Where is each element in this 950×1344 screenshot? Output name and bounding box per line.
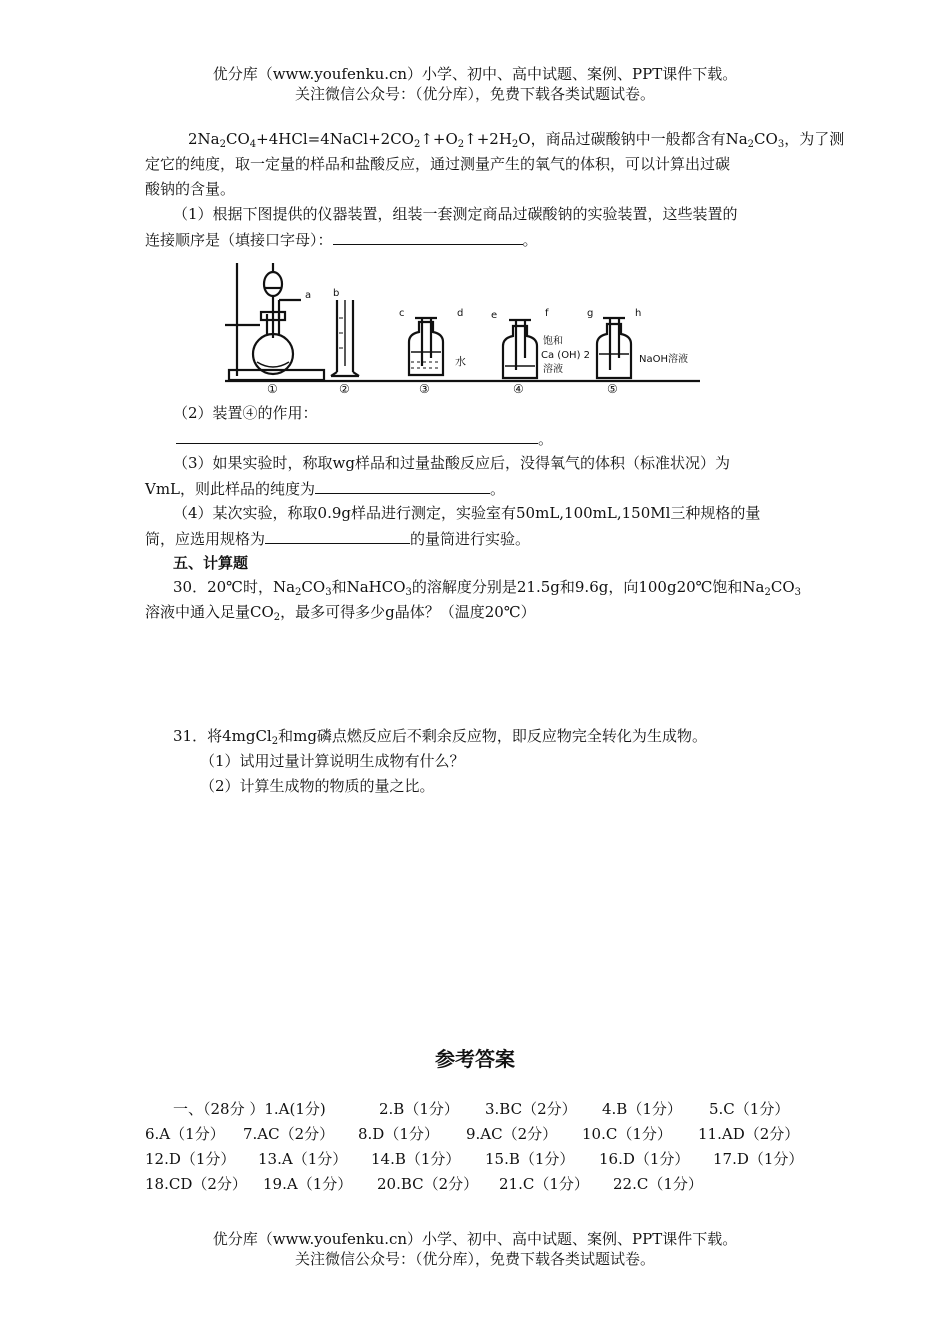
- q29-part1-line-2: 连接顺序是（填接口字母）： 。: [145, 231, 538, 249]
- apparatus-figure: [215, 258, 705, 396]
- q29-part4-line-2: 筒，应选用规格为 的量筒进行实验。: [145, 530, 531, 548]
- device-number-3: ③: [419, 382, 430, 396]
- label-g: g: [587, 308, 594, 319]
- label-caoh2: Ca (OH) 2: [541, 350, 591, 361]
- answer-item: 10.C（1分）: [582, 1125, 672, 1143]
- header-line-1: 优分库（www.youfenku.cn）小学、初中、高中试题、案例、PPT课件下载。: [212, 65, 738, 83]
- device-2-measuring-cylinder: [331, 300, 359, 376]
- label-c: c: [399, 308, 405, 319]
- answer-item: 12.D（1分）: [145, 1150, 236, 1168]
- answer-item: 一、（28分 ）1.A(1分): [173, 1100, 326, 1118]
- section-5-title: 五、计算题: [173, 554, 249, 572]
- answer-item: 22.C（1分）: [613, 1175, 703, 1193]
- q31-part2: （2）计算生成物的物质的量之比。: [200, 777, 435, 795]
- q31-line: 31．将4mgCl$_2$和mg磷点燃反应后不剩余反应物，即反应物完全转化为生成物。: [173, 727, 707, 747]
- answer-item: 13.A（1分）: [258, 1150, 348, 1168]
- q31-part1: （1）试用过量计算说明生成物有什么？: [200, 752, 465, 770]
- answer-item: 17.D（1分）: [713, 1150, 804, 1168]
- header-line-2: 关注微信公众号：（优分库），免费下载各类试题试卷。: [294, 85, 655, 103]
- q29-part3-line-2: VmL，则此样品的纯度为 。: [145, 480, 506, 498]
- q29-part4-line-1: （4）某次实验，称取0.9g样品进行测定，实验室有50mL,100mL,150Ml三种规格的量: [173, 504, 761, 522]
- answer-item: 15.B（1分）: [485, 1150, 575, 1168]
- answers-row-4: [145, 1174, 703, 1194]
- answer-item: 3.BC（2分）: [485, 1100, 577, 1118]
- answer-item: 16.D（1分）: [599, 1150, 690, 1168]
- answers-title: 参考答案: [435, 1047, 515, 1071]
- device-1-gas-generator: [225, 263, 324, 380]
- q29-part2-answer-line: 。: [176, 428, 553, 449]
- answer-item: 4.B（1分）: [602, 1100, 682, 1118]
- answer-item: 14.B（1分）: [371, 1150, 461, 1168]
- answer-item: 20.BC（2分）: [377, 1175, 479, 1193]
- q29-part1-line-1: （1）根据下图提供的仪器装置，组装一套测定商品过碳酸钠的实验装置，这些装置的: [173, 205, 738, 223]
- answer-item: 9.AC（2分）: [466, 1125, 558, 1143]
- footer-line-1: 优分库（www.youfenku.cn）小学、初中、高中试题、案例、PPT课件下载。: [212, 1230, 738, 1248]
- device-5-naoh-bottle: [597, 318, 631, 378]
- label-water: 水: [455, 355, 466, 368]
- device-number-1: ①: [267, 382, 278, 396]
- footer-line-2: 关注微信公众号：（优分库），免费下载各类试题试卷。: [294, 1250, 655, 1268]
- label-naoh: NaOH溶液: [639, 354, 688, 365]
- answer-blank-device4-role[interactable]: [176, 428, 538, 444]
- label-f: f: [545, 308, 549, 319]
- answer-item: 5.C（1分）: [709, 1100, 790, 1118]
- answer-item: 8.D（1分）: [358, 1125, 439, 1143]
- q29-part2: （2）装置④的作用：: [173, 404, 318, 422]
- q30-line-2: 溶液中通入足量$CO_2$，最多可得多少g晶体？（温度20℃）: [145, 603, 536, 623]
- answer-item: 2.B（1分）: [379, 1100, 459, 1118]
- device-number-5: ⑤: [607, 382, 618, 396]
- answers-row-1: [173, 1099, 789, 1119]
- answer-item: 21.C（1分）: [499, 1175, 589, 1193]
- q29-part3-line-1: （3）如果实验时，称取wg样品和过量盐酸反应后，没得氧气的体积（标准状况）为: [173, 454, 730, 472]
- device-number-4: ④: [513, 382, 524, 396]
- label-a: a: [305, 290, 312, 301]
- device-3-water-bottle: [409, 318, 443, 375]
- answer-item: 18.CD（2分）: [145, 1175, 247, 1193]
- device-number-2: ②: [339, 382, 350, 396]
- label-solution: 溶液: [543, 364, 563, 375]
- answers-row-2: [145, 1124, 799, 1144]
- q30-line-1: 30．20℃时，$Na_2CO_3$和NaHCO$_3$的溶解度分别是21.5g和9.6g，向100g20℃饱和$Na_2CO_3$: [173, 578, 802, 598]
- label-b: b: [333, 288, 340, 299]
- answer-item: 19.A（1分）: [263, 1175, 353, 1193]
- device-4-lime-water-bottle: [503, 320, 537, 378]
- q29-intro-line-3: 酸钠的含量。: [145, 180, 236, 198]
- label-e: e: [491, 310, 498, 321]
- label-h: h: [635, 308, 642, 319]
- label-d: d: [457, 308, 464, 319]
- q29-intro-line-2: 定它的纯度，取一定量的样品和盐酸反应，通过测量产生的氧气的体积，可以计算出过碳: [145, 155, 731, 173]
- answer-blank-purity[interactable]: [315, 478, 490, 494]
- q29-equation-line: $2Na_2CO_4+4HCl=4NaCl+2CO_2↑+O_2↑+2H_2O$，商品过碳酸钠中一般都含有$Na_2CO_3$，为了测: [188, 130, 845, 150]
- answer-item: 7.AC（2分）: [243, 1125, 335, 1143]
- answer-blank-connection-order[interactable]: [333, 229, 523, 245]
- label-saturated: 饱和: [543, 336, 563, 347]
- answer-blank-cylinder-size[interactable]: [265, 528, 410, 544]
- answer-item: 6.A（1分）: [145, 1125, 225, 1143]
- answer-item: 11.AD（2分）: [698, 1125, 800, 1143]
- answers-row-3: [145, 1149, 803, 1169]
